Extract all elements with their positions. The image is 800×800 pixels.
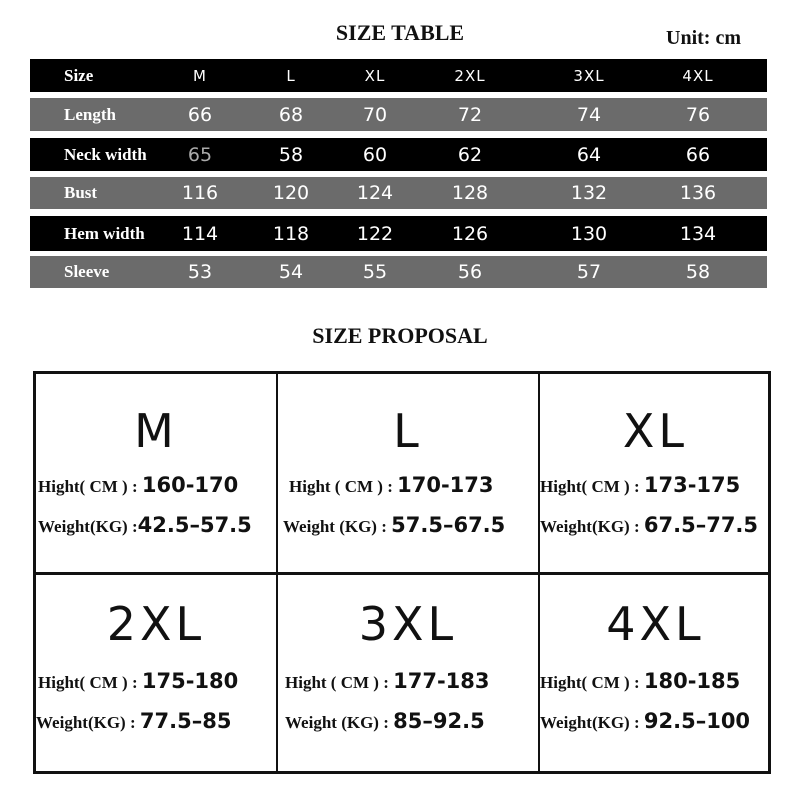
weight-label: Weight (KG) : [283, 517, 392, 536]
table-cell: 124 [356, 182, 394, 204]
table-row-length [30, 98, 767, 131]
weight-value: 67.5–77.5 [643, 513, 759, 537]
table-cell: 54 [278, 261, 304, 283]
table-cell: 62 [457, 143, 483, 166]
table-cell: 120 [272, 182, 310, 204]
size-card-2xl [36, 575, 276, 771]
height-value: 170-173 [397, 473, 494, 497]
size-card-4xl [540, 575, 771, 771]
row-label: Neck width [64, 144, 147, 164]
table-cell: 72 [457, 103, 483, 126]
row-label: Bust [64, 183, 98, 202]
size-name: XL [622, 404, 689, 458]
table-cell: 58 [278, 143, 304, 166]
weight-label: Weight (KG) : [285, 713, 394, 732]
weight-line [283, 513, 505, 537]
weight-line [38, 513, 252, 537]
table-cell: 128 [451, 182, 489, 204]
height-value: 160-170 [141, 473, 239, 497]
height-label: Hight( CM ) : [38, 673, 142, 692]
table-cell: 55 [362, 261, 388, 283]
weight-value: 77.5–85 [139, 709, 232, 733]
table-cell: 134 [679, 222, 717, 245]
height-label: Hight( CM ) : [540, 477, 644, 496]
weight-line [540, 709, 750, 733]
header-label: Size [64, 65, 94, 85]
height-line [540, 669, 740, 693]
height-label: Hight( CM ) : [540, 673, 644, 692]
height-label: Hight ( CM ) : [289, 477, 398, 496]
table-cell: 53 [187, 261, 213, 283]
height-line [540, 473, 740, 497]
height-value: 177-183 [393, 669, 490, 693]
table-cell: 66 [685, 143, 711, 166]
size-name: 2XL [106, 597, 206, 651]
table-cell: 132 [570, 182, 608, 204]
table-cell: 130 [570, 222, 608, 245]
table-cell: 58 [685, 261, 711, 283]
height-label: Hight( CM ) : [38, 477, 142, 496]
table-cell: 56 [457, 261, 483, 283]
table-cell: 114 [181, 222, 219, 245]
table-cell: 57 [576, 261, 602, 283]
table-cell: 126 [451, 222, 489, 245]
header-size-3xl: 3XL [573, 66, 605, 85]
header-size-4xl: 4XL [682, 66, 714, 85]
table-cell: 66 [187, 103, 213, 126]
size-name: M [134, 404, 178, 458]
table-row-hem-width [30, 216, 767, 251]
height-label: Hight ( CM ) : [285, 673, 394, 692]
unit-label: Unit: cm [666, 27, 741, 49]
size-card-3xl [278, 575, 538, 771]
height-line [38, 473, 238, 497]
table-cell: 116 [181, 182, 219, 204]
size-name: 3XL [358, 597, 458, 651]
weight-value: 92.5–100 [643, 709, 751, 733]
height-line [289, 473, 494, 497]
height-value: 175-180 [141, 669, 239, 693]
table-cell: 118 [272, 222, 310, 245]
table-cell: 65 [187, 143, 213, 166]
table-row-sleeve [30, 256, 767, 288]
height-line [38, 669, 238, 693]
size-proposal-title: SIZE PROPOSAL [312, 323, 488, 348]
weight-label: Weight(KG) : [540, 517, 644, 536]
size-name: 4XL [606, 597, 705, 651]
size-card-xl [540, 374, 771, 572]
header-size-m: M [193, 66, 207, 85]
size-table-header-row [30, 59, 767, 92]
height-line [285, 669, 490, 693]
height-value: 180-185 [643, 669, 741, 693]
size-proposal-grid [33, 371, 771, 774]
weight-line [285, 709, 485, 733]
height-value: 173-175 [643, 473, 741, 497]
weight-value: 85–92.5 [393, 709, 485, 733]
size-card-l [278, 374, 538, 572]
weight-line [36, 709, 231, 733]
header-size-2xl: 2XL [454, 66, 486, 85]
row-label: Sleeve [64, 262, 110, 281]
table-cell: 74 [576, 103, 602, 126]
table-cell: 64 [576, 143, 602, 166]
header-size-l: L [286, 66, 296, 85]
weight-label: Weight(KG) : [36, 713, 140, 732]
table-row-bust [30, 177, 767, 209]
weight-line [540, 513, 758, 537]
row-label: Hem width [64, 223, 145, 243]
table-cell: 60 [362, 143, 388, 166]
size-table-title: SIZE TABLE [335, 20, 465, 45]
table-cell: 136 [679, 182, 717, 204]
header-size-xl: XL [364, 66, 386, 85]
row-label: Length [64, 104, 116, 124]
size-name: L [393, 404, 423, 458]
weight-label: Weight(KG) : [540, 713, 644, 732]
table-cell: 68 [278, 103, 304, 126]
weight-label: Weight(KG) : [38, 517, 138, 536]
table-row-neck-width [30, 138, 767, 171]
table-cell: 76 [685, 103, 711, 126]
weight-value: 42.5–57.5 [137, 513, 252, 537]
size-card-m [36, 374, 276, 572]
table-cell: 122 [356, 222, 394, 245]
weight-value: 57.5–67.5 [391, 513, 506, 537]
table-cell: 70 [362, 103, 388, 126]
